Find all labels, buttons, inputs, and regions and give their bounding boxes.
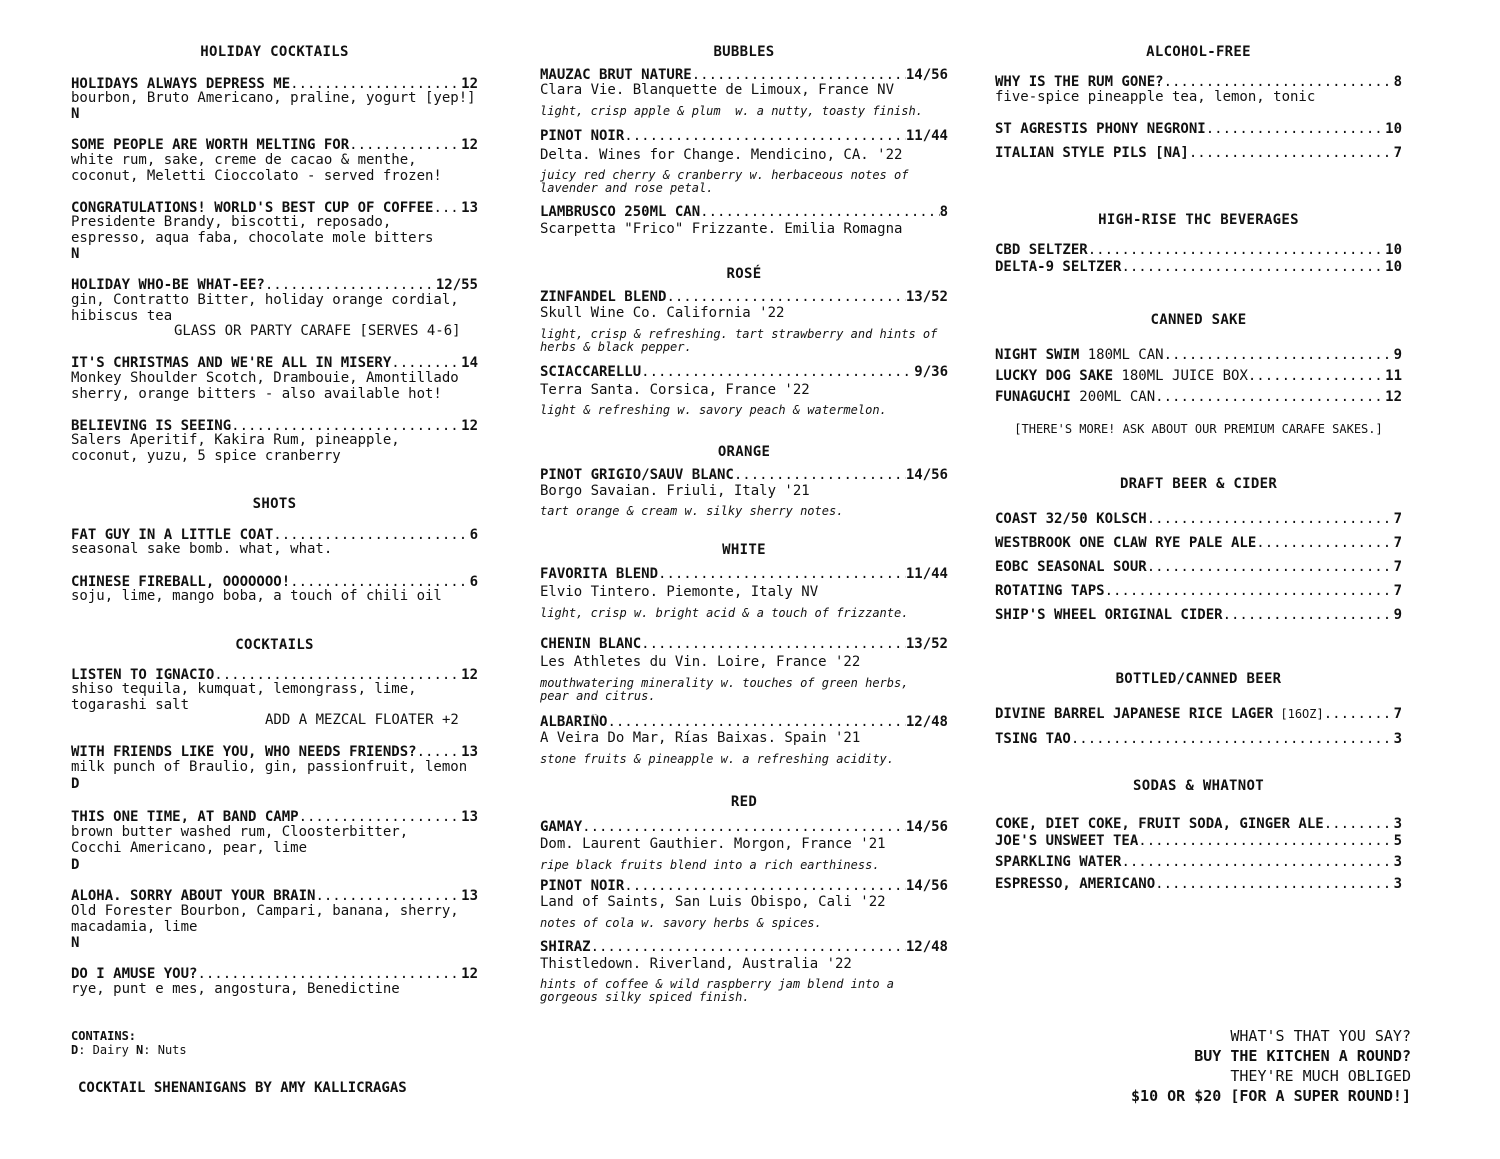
wine-producer: Scarpetta "Frico" Frizzante. Emilia Romagna	[540, 221, 903, 237]
wine-item	[540, 289, 948, 305]
wine-producer: Borgo Savaian. Friuli, Italy '21	[540, 483, 810, 499]
menu-item	[995, 535, 1402, 551]
item-price: 7	[1393, 535, 1402, 551]
item-price: 8	[939, 204, 948, 220]
menu-item	[995, 347, 1402, 363]
tasting-notes: notes of cola w. savory herbs & spices.	[540, 916, 822, 930]
item-size: 200ML CAN	[1070, 389, 1156, 405]
item-name: ALOHA. SORRY ABOUT YOUR BRAIN	[71, 888, 316, 904]
item-price: 12	[461, 137, 478, 153]
menu-item	[71, 744, 478, 760]
item-name: SHIRAZ	[540, 939, 591, 955]
wine-producer: Terra Santa. Corsica, France '22	[540, 382, 810, 398]
item-price: 14/56	[905, 878, 948, 894]
item-price: 9	[1393, 607, 1402, 623]
item-name: LAMBRUSCO 250ML CAN	[540, 204, 701, 220]
section-title-sodas: SODAS & WHATNOT	[1133, 778, 1264, 794]
item-note: GLASS OR PARTY CARAFE [SERVES 4-6]	[174, 323, 461, 339]
item-price: 13	[461, 888, 478, 904]
item-name: COAST 32/50 KOLSCH	[995, 511, 1147, 527]
item-price: 3	[1393, 876, 1402, 892]
item-name: DO I AMUSE YOU?	[71, 966, 198, 982]
item-price: 12	[461, 76, 478, 92]
item-price: 10	[1385, 242, 1402, 258]
item-price: 14/56	[905, 467, 948, 483]
wine-item	[540, 819, 948, 835]
section-title-rose: ROSÉ	[726, 266, 762, 282]
menu-item	[995, 833, 1402, 849]
item-name: EOBC SEASONAL SOUR	[995, 559, 1147, 575]
item-description: Monkey Shoulder Scotch, Drambouie, Amontillado sherry, orange bitters - also available hot!	[71, 370, 459, 402]
item-price: 11/44	[905, 128, 948, 144]
item-name: TSING TAO	[995, 731, 1071, 747]
item-name: ITALIAN STYLE PILS [NA]	[995, 145, 1189, 161]
wine-item	[540, 467, 948, 483]
allergen-tag: N	[71, 106, 80, 122]
section-title-shots: SHOTS	[252, 496, 297, 512]
item-note: ADD A MEZCAL FLOATER +2	[265, 712, 459, 728]
item-price: 13	[461, 744, 478, 760]
item-name: WITH FRIENDS LIKE YOU, WHO NEEDS FRIENDS?	[71, 744, 417, 760]
item-name: SOME PEOPLE ARE WORTH MELTING FOR	[71, 137, 350, 153]
menu-item	[995, 731, 1402, 747]
tasting-notes: stone fruits & pineapple w. a refreshing acidity.	[540, 752, 895, 766]
item-name: WHY IS THE RUM GONE?	[995, 74, 1164, 90]
menu-item	[71, 137, 478, 153]
item-description: Presidente Brandy, biscotti, reposado, espresso, aqua faba, chocolate mole bitters	[71, 214, 434, 246]
item-name: PINOT GRIGIO/SAUV BLANC	[540, 467, 734, 483]
item-price: 13/52	[905, 289, 948, 305]
sake-note: [THERE'S MORE! ASK ABOUT OUR PREMIUM CARAFE SAKES.]	[1014, 422, 1383, 436]
item-price: 7	[1393, 145, 1402, 161]
item-price: 13	[461, 809, 478, 825]
item-name: FAT GUY IN A LITTLE COAT	[71, 527, 274, 543]
legend-n: N	[136, 1043, 144, 1057]
item-price: 9	[1393, 347, 1402, 363]
item-price: 11/44	[905, 566, 948, 582]
item-price: 12	[461, 418, 478, 434]
item-description: seasonal sake bomb. what, what.	[71, 541, 333, 557]
item-name: SPARKLING WATER	[995, 854, 1122, 870]
section-title-orange: ORANGE	[717, 444, 771, 460]
item-price: 12	[461, 966, 478, 982]
wine-item	[540, 128, 948, 144]
wine-item	[540, 67, 948, 83]
menu-item	[995, 389, 1402, 405]
tasting-notes: light & refreshing w. savory peach & watermelon.	[540, 403, 887, 417]
item-price: 11	[1385, 368, 1402, 384]
legend-d-text: : Dairy	[78, 1043, 137, 1057]
item-name: WESTBROOK ONE CLAW RYE PALE ALE	[995, 535, 1257, 551]
wine-producer: A Veira Do Mar, Rías Baixas. Spain '21	[540, 730, 861, 746]
item-price: 12	[461, 667, 478, 683]
item-name: DELTA-9 SELTZER	[995, 259, 1122, 275]
menu-item	[995, 242, 1402, 258]
item-price: 12/48	[905, 939, 948, 955]
section-title-alcohol-free: ALCOHOL-FREE	[1146, 44, 1251, 60]
menu-item	[71, 809, 478, 825]
item-name: JOE'S UNSWEET TEA	[995, 833, 1139, 849]
item-description: soju, lime, mango boba, a touch of chili oil	[71, 588, 442, 604]
promo-line-2: BUY THE KITCHEN A ROUND?	[1194, 1047, 1411, 1065]
item-name: ESPRESSO, AMERICANO	[995, 876, 1156, 892]
wine-producer: Clara Vie. Blanquette de Limoux, France NV	[540, 82, 895, 98]
item-name: CONGRATULATIONS! WORLD'S BEST CUP OF COFFEE	[71, 200, 434, 216]
section-title-red: RED	[730, 794, 758, 810]
item-size: [16OZ]	[1273, 707, 1324, 721]
item-name: ZINFANDEL BLEND	[540, 289, 667, 305]
wine-item	[540, 566, 948, 582]
allergen-legend	[71, 1043, 187, 1057]
item-price: 5	[1393, 833, 1402, 849]
item-price: 8	[1393, 74, 1402, 90]
item-price: 7	[1393, 706, 1402, 722]
item-name: ST AGRESTIS PHONY NEGRONI	[995, 121, 1206, 137]
item-price: 3	[1393, 731, 1402, 747]
menu-item	[995, 854, 1402, 870]
legend-n-text: : Nuts	[143, 1043, 187, 1057]
menu-item	[995, 145, 1402, 161]
item-description: Old Forester Bourbon, Campari, banana, sherry, macadamia, lime	[71, 903, 459, 935]
item-price: 14/56	[905, 819, 948, 835]
item-name: HOLIDAYS ALWAYS DEPRESS ME	[71, 76, 291, 92]
item-description: Salers Aperitif, Kakira Rum, pineapple, coconut, yuzu, 5 spice cranberry	[71, 432, 400, 464]
promo-line-3: THEY'RE MUCH OBLIGED	[1230, 1067, 1411, 1085]
item-price: 14/56	[905, 67, 948, 83]
section-title-canned-sake: CANNED SAKE	[1150, 312, 1247, 328]
allergen-tag: N	[71, 935, 80, 951]
item-name: IT'S CHRISTMAS AND WE'RE ALL IN MISERY	[71, 355, 392, 371]
wine-item	[540, 364, 948, 380]
tasting-notes: light, crisp w. bright acid & a touch of frizzante.	[540, 606, 909, 620]
item-name: PINOT NOIR	[540, 878, 625, 894]
wine-producer: Land of Saints, San Luis Obispo, Cali '22	[540, 894, 886, 910]
wine-item	[540, 939, 948, 955]
item-size: 180ML CAN	[1079, 347, 1164, 363]
item-name: THIS ONE TIME, AT BAND CAMP	[71, 809, 299, 825]
item-name: LISTEN TO IGNACIO	[71, 667, 215, 683]
tasting-notes: light, crisp & refreshing. tart strawberry and hints of herbs & black pepper.	[540, 327, 938, 354]
item-name: SHIP'S WHEEL ORIGINAL CIDER	[995, 607, 1223, 623]
menu-item	[995, 259, 1402, 275]
menu-item	[995, 706, 1402, 722]
item-price: 14	[461, 355, 478, 371]
item-description: shiso tequila, kumquat, lemongrass, lime, togarashi salt	[71, 681, 417, 713]
tasting-notes: mouthwatering minerality w. touches of green herbs, pear and citrus.	[540, 676, 909, 703]
menu-item	[995, 876, 1402, 892]
item-name: BELIEVING IS SEEING	[71, 418, 232, 434]
item-size: 180ML JUICE BOX	[1113, 368, 1248, 384]
item-price: 7	[1393, 511, 1402, 527]
section-title-cocktails: COCKTAILS	[235, 637, 314, 653]
item-price: 7	[1393, 583, 1402, 599]
item-description: brown butter washed rum, Cloosterbitter, Cocchi Americano, pear, lime	[71, 824, 409, 856]
item-name: FUNAGUCHI 200ML CAN	[995, 389, 1156, 405]
item-price: 13	[461, 200, 478, 216]
item-description: rye, punt e mes, angostura, Benedictine	[71, 981, 400, 997]
wine-item	[540, 714, 948, 730]
allergen-tag: D	[71, 857, 80, 873]
legend-d: D	[71, 1043, 79, 1057]
promo-line-1: WHAT'S THAT YOU SAY?	[1230, 1027, 1411, 1045]
item-price: 6	[469, 527, 478, 543]
menu-item	[995, 74, 1402, 90]
menu-item	[995, 607, 1402, 623]
menu-item	[995, 121, 1402, 137]
contains-label: CONTAINS:	[71, 1029, 137, 1043]
promo-line-4: $10 OR $20 [FOR A SUPER ROUND!]	[1131, 1087, 1411, 1105]
menu-item	[71, 277, 478, 293]
tasting-notes: ripe black fruits blend into a rich earthiness.	[540, 858, 880, 872]
section-title-holiday-cocktails: HOLIDAY COCKTAILS	[200, 44, 349, 60]
item-name: NIGHT SWIM 180ML CAN	[995, 347, 1164, 363]
item-name: LUCKY DOG SAKE 180ML JUICE BOX	[995, 368, 1248, 384]
item-price: 12/55	[435, 277, 478, 293]
item-name: PINOT NOIR	[540, 128, 625, 144]
credit-line: COCKTAIL SHENANIGANS BY AMY KALLICRAGAS	[78, 1080, 407, 1096]
item-price: 12	[1385, 389, 1402, 405]
section-title-bottled-beer: BOTTLED/CANNED BEER	[1115, 671, 1282, 687]
section-title-thc: HIGH-RISE THC BEVERAGES	[1098, 212, 1299, 228]
section-title-draft-beer: DRAFT BEER & CIDER	[1119, 476, 1278, 492]
item-name: SCIACCARELLU	[540, 364, 642, 380]
wine-producer: Skull Wine Co. California '22	[540, 305, 785, 321]
item-price: 9/36	[914, 364, 948, 380]
menu-item	[995, 559, 1402, 575]
item-price: 13/52	[905, 636, 948, 652]
menu-item	[995, 583, 1402, 599]
tasting-notes: juicy red cherry & cranberry w. herbaceous notes of lavender and rose petal.	[540, 168, 909, 195]
item-name: DIVINE BARREL JAPANESE RICE LAGER [16OZ]	[995, 706, 1324, 722]
menu-item	[71, 355, 478, 371]
wine-item	[540, 878, 948, 894]
item-name: FAVORITA BLEND	[540, 566, 659, 582]
tasting-notes: light, crisp apple & plum w. a nutty, toasty finish.	[540, 104, 923, 118]
wine-producer: Delta. Wines for Change. Mendicino, CA. '22	[540, 147, 903, 163]
wine-producer: Thistledown. Riverland, Australia '22	[540, 956, 852, 972]
wine-producer: Dom. Laurent Gauthier. Morgon, France '21	[540, 836, 886, 852]
item-description: five-spice pineapple tea, lemon, tonic	[995, 89, 1316, 105]
wine-producer: Elvio Tintero. Piemonte, Italy NV	[540, 584, 819, 600]
item-name: COKE, DIET COKE, FRUIT SODA, GINGER ALE	[995, 816, 1324, 832]
menu-item	[71, 966, 478, 982]
item-price: 6	[469, 574, 478, 590]
menu-item	[71, 888, 478, 904]
allergen-tag: N	[71, 246, 80, 262]
item-description: milk punch of Braulio, gin, passionfruit, lemon	[71, 759, 468, 775]
item-price: 10	[1385, 121, 1402, 137]
item-price: 12/48	[905, 714, 948, 730]
item-name: HOLIDAY WHO-BE WHAT-EE?	[71, 277, 265, 293]
item-price: 3	[1393, 854, 1402, 870]
item-name: CHINESE FIREBALL, OOOOOOO!	[71, 574, 291, 590]
item-name: GAMAY	[540, 819, 583, 835]
item-name: ROTATING TAPS	[995, 583, 1105, 599]
menu-item	[995, 511, 1402, 527]
item-price: 10	[1385, 259, 1402, 275]
allergen-tag: D	[71, 776, 80, 792]
item-description: white rum, sake, creme de cacao & menthe, coconut, Meletti Cioccolato - served frozen!	[71, 152, 442, 184]
tasting-notes: hints of coffee & wild raspberry jam blend into a gorgeous silky spiced finish.	[540, 977, 895, 1004]
item-price: 3	[1393, 816, 1402, 832]
menu-item	[995, 816, 1402, 832]
section-title-bubbles: BUBBLES	[713, 44, 775, 60]
wine-item	[540, 636, 948, 652]
menu-item	[995, 368, 1402, 384]
wine-item	[540, 204, 948, 220]
section-title-white: WHITE	[722, 542, 766, 558]
item-description: gin, Contratto Bitter, holiday orange cordial, hibiscus tea	[71, 292, 459, 324]
item-name: MAUZAC BRUT NATURE	[540, 67, 692, 83]
wine-producer: Les Athletes du Vin. Loire, France '22	[540, 654, 861, 670]
item-price: 7	[1393, 559, 1402, 575]
item-name: CHENIN BLANC	[540, 636, 642, 652]
item-name: ALBARIÑO	[540, 714, 608, 730]
tasting-notes: tart orange & cream w. silky sherry notes.	[540, 504, 844, 518]
item-name: CBD SELTZER	[995, 242, 1088, 258]
item-description: bourbon, Bruto Americano, praline, yogurt [yep!]	[71, 90, 476, 106]
